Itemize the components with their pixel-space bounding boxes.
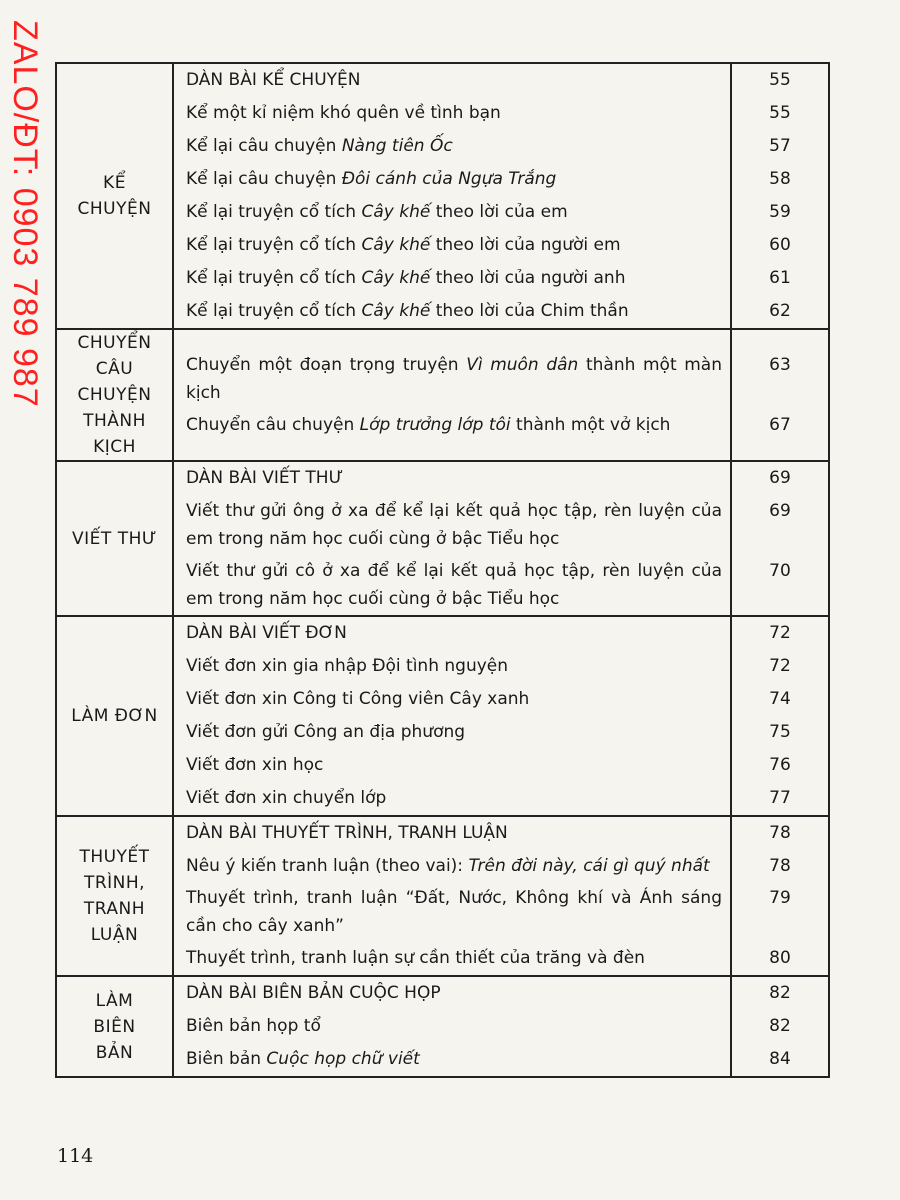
entry-page-number: 78 [769,823,791,843]
section-title-line: KỂ [103,173,126,193]
entry-page-number: 80 [769,948,791,968]
entry-text: theo lời của Chim thần [430,301,629,321]
toc-entry [174,782,730,815]
entry-text: Kể lại truyện cổ tích [186,202,362,222]
entry-page-number: 69 [769,468,791,488]
toc-entry [174,349,730,409]
toc-entry [174,882,730,942]
entry-text: DÀN BÀI VIẾT ĐƠN [186,623,347,643]
entry-page-number: 63 [769,355,791,375]
section-title-line: TRÌNH, [83,873,146,893]
toc-entry [174,163,730,196]
section-title [56,461,173,616]
entry-page-number: 82 [769,983,791,1003]
toc-entry [174,749,730,782]
section-title [56,976,173,1077]
toc-entry [174,462,730,495]
entry-text: Kể lại truyện cổ tích [186,235,362,255]
entry-page-number: 55 [769,103,791,123]
entry-page-number: 62 [769,301,791,321]
entry-text: Thuyết trình, tranh luận sự cần thiết của trăng và đèn [186,948,645,968]
entry-text: Viết thư gửi ông ở xa để kể lại kết quả học tập, rèn luyện của em trong năm học cuối cùng ở bậc Tiểu học [186,501,722,549]
section-title-line: LÀM [95,990,134,1011]
section-title-line: CHUYỂN [77,333,152,353]
toc-entry [174,942,730,975]
toc-entry [174,1010,730,1043]
entry-text: DÀN BÀI THUYẾT TRÌNH, TRANH LUẬN [186,823,508,843]
section-items [173,616,731,816]
toc-entry [174,495,730,555]
entry-page-number: 70 [769,561,791,581]
section-title-line: THUYẾT [79,847,150,867]
toc-entry [174,409,730,441]
entry-title-italic: Cây khế [361,301,431,321]
section-title [56,616,173,816]
toc-entry [174,97,730,130]
entry-text: Kể lại truyện cổ tích [186,301,362,321]
toc-entry [174,555,730,615]
toc-entry [174,196,730,229]
toc-table [55,62,830,1078]
toc-section-thuyet-trinh-tranh-luan [56,816,829,976]
toc-section-ke-chuyen [56,63,829,329]
entry-text: DÀN BÀI KỂ CHUYỆN [186,70,361,90]
watermark-text: ZALO/ĐT: 0903 789 987 [6,20,44,408]
toc-entry [174,650,730,683]
entry-page-number: 74 [769,689,791,709]
entry-text: Chuyển một đoạn trọng truyện [186,355,467,375]
entry-text: theo lời của người anh [430,268,626,288]
toc-section-chuyen-cau-chuyen-thanh-kich [56,329,829,461]
entry-page-number: 72 [769,656,791,676]
toc-entry [174,295,730,328]
toc-entry [174,617,730,650]
entry-text: Viết đơn xin gia nhập Đội tình nguyện [186,656,509,676]
entry-text: Kể lại truyện cổ tích [186,268,362,288]
section-title-line: BIÊN [93,1016,136,1037]
section-items [173,976,731,1077]
section-title-line: LUẬN [90,925,139,945]
entry-text: Chuyển câu chuyện [186,415,360,435]
section-pages [731,816,829,976]
entry-text: Kể lại câu chuyện [186,136,342,156]
section-title-line: CHUYỆN [77,199,152,219]
section-pages [731,63,829,329]
entry-page-number: 79 [769,888,791,908]
toc-entry [174,64,730,97]
entry-title-italic: Nàng tiên Ốc [341,136,453,156]
entry-page-number: 61 [769,268,791,288]
entry-text: Viết đơn xin học [186,755,324,775]
entry-text: Nêu ý kiến tranh luận (theo vai): [186,856,469,876]
toc-section-viet-thu [56,461,829,616]
entry-page-number: 59 [769,202,791,222]
entry-text: Kể một kỉ niệm khó quên về tình bạn [186,103,501,123]
entry-text: Viết thư gửi cô ở xa để kể lại kết quả học tập, rèn luyện của em trong năm học cuối cùng ở bậc Tiểu học [186,561,722,609]
section-title-line: KỊCH [93,437,136,457]
entry-text: Viết đơn xin Công ti Công viên Cây xanh [186,689,530,709]
entry-page-number: 55 [769,70,791,90]
entry-text: thành một màn kịch [186,355,722,403]
section-title-line: VIẾT THƯ [72,528,157,549]
entry-title-italic: Đôi cánh của Ngựa Trắng [341,169,557,189]
entry-title-italic: Cuộc họp chữ viết [266,1049,420,1069]
section-title [56,329,173,461]
toc-entry [174,262,730,295]
entry-page-number: 75 [769,722,791,742]
entry-text: DÀN BÀI BIÊN BẢN CUỘC HỌP [186,983,441,1003]
section-pages [731,976,829,1077]
entry-page-number: 77 [769,788,791,808]
toc-entry [174,683,730,716]
entry-title-italic: Vì muôn dân [466,355,579,375]
toc-entry [174,977,730,1010]
entry-page-number: 67 [769,415,791,435]
entry-text: Thuyết trình, tranh luận “Đất, Nước, Không khí và Ánh sáng cần cho cây xanh” [186,888,722,936]
watermark [4,10,44,710]
entry-text: DÀN BÀI VIẾT THƯ [186,468,344,488]
section-title-line: LÀM ĐƠN [71,706,158,726]
section-title [56,63,173,329]
toc-entry [174,716,730,749]
entry-page-number: 57 [769,136,791,156]
entry-page-number: 82 [769,1016,791,1036]
entry-page-number: 78 [769,856,791,876]
section-items [173,63,731,329]
page-number: 114 [57,1145,94,1167]
entry-text: theo lời của người em [430,235,621,255]
entry-title-italic: Cây khế [361,268,431,288]
section-items [173,816,731,976]
toc-entry [174,817,730,850]
entry-page-number: 84 [769,1049,791,1069]
entry-title-italic: Cây khế [361,202,431,222]
entry-text: theo lời của em [430,202,568,222]
toc-entry [174,130,730,163]
section-title-line: BẢN [95,1042,134,1063]
entry-text: Biên bản họp tổ [186,1016,321,1036]
section-pages [731,616,829,816]
entry-title-italic: Trên đời này, cái gì quý nhất [468,856,710,876]
section-title-line: CHUYỆN [77,385,152,405]
entry-page-number: 72 [769,623,791,643]
toc-entry [174,850,730,882]
entry-text: Viết đơn xin chuyển lớp [186,788,387,808]
entry-page-number: 60 [769,235,791,255]
entry-text: thành một vở kịch [510,415,671,435]
section-title-line: CÂU [95,359,134,379]
section-pages [731,329,829,461]
entry-text: Viết đơn gửi Công an địa phương [186,722,466,742]
section-title-line: TRANH [83,899,146,919]
section-title [56,816,173,976]
entry-page-number: 58 [769,169,791,189]
section-title-line: THÀNH [83,411,146,431]
entry-title-italic: Lớp trưởng lớp tôi [359,415,511,435]
toc-entry [174,1043,730,1076]
entry-page-number: 76 [769,755,791,775]
entry-title-italic: Cây khế [361,235,431,255]
section-pages [731,461,829,616]
toc-section-lam-don [56,616,829,816]
section-items [173,329,731,461]
entry-text: Biên bản [186,1049,267,1069]
entry-text: Kể lại câu chuyện [186,169,342,189]
toc-entry [174,229,730,262]
entry-page-number: 69 [769,501,791,521]
section-items [173,461,731,616]
toc-section-lam-bien-ban [56,976,829,1077]
